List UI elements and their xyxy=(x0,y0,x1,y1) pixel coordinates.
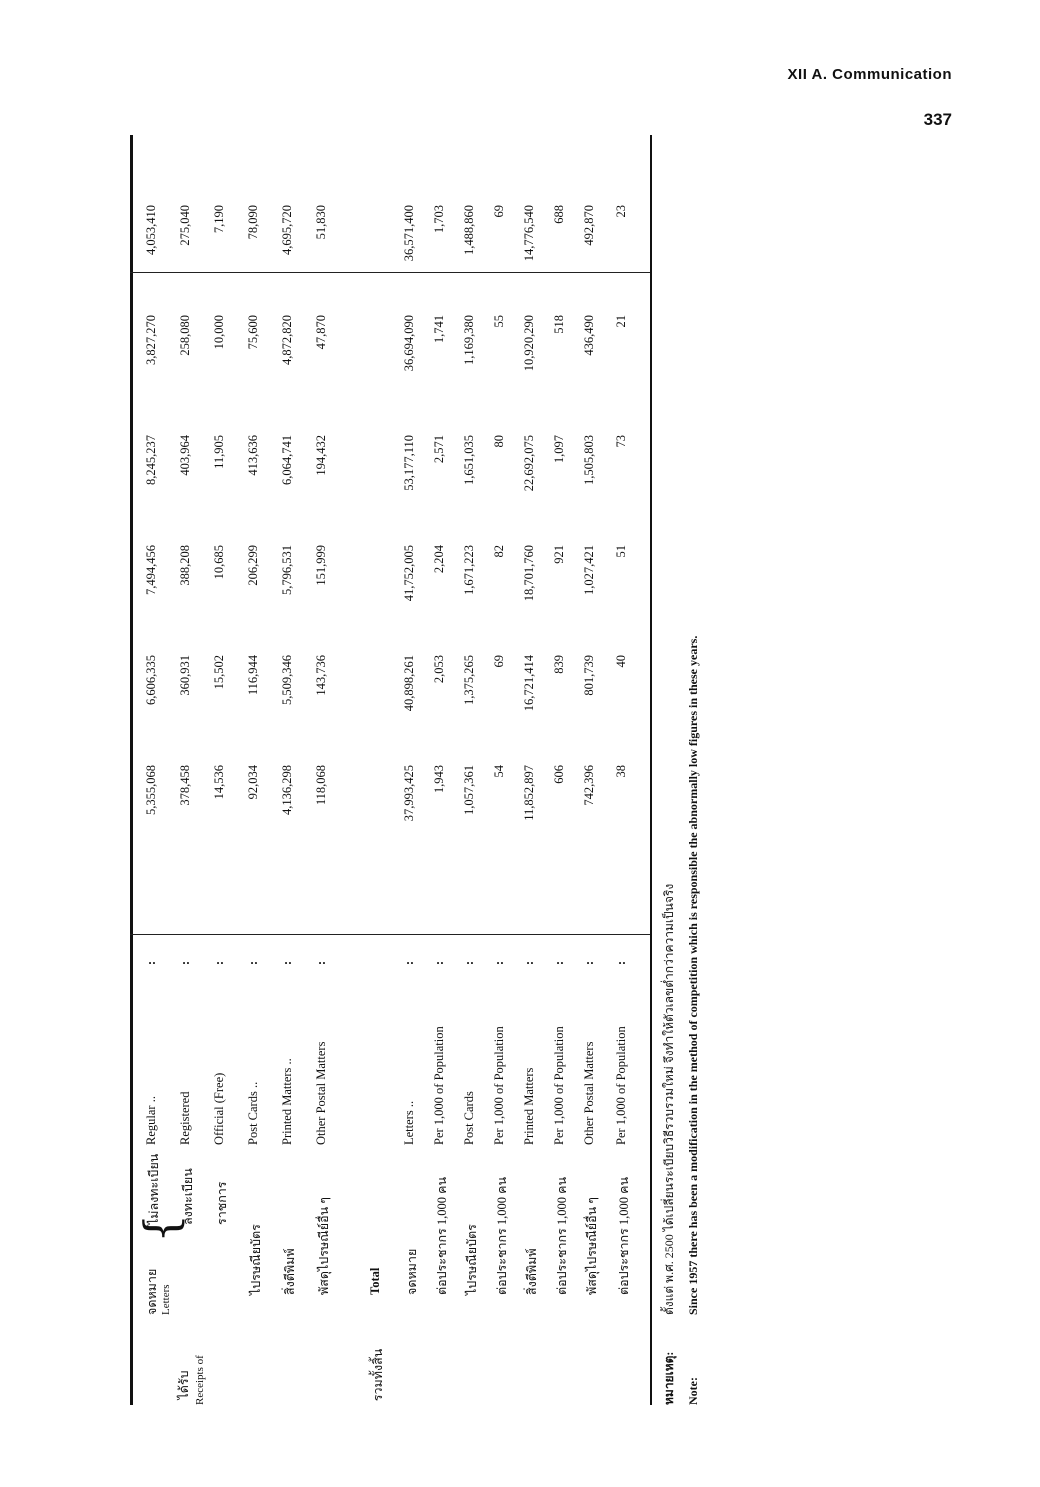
brace-icon: { xyxy=(134,1213,188,1243)
table-cell: 38 xyxy=(614,765,628,778)
table-cell: 40,898,261 xyxy=(402,655,416,712)
row-thai-label: สิ่งตีพิมพ์ xyxy=(283,1248,297,1295)
table-cell: 1,169,380 xyxy=(462,315,476,365)
table-cell: 55 xyxy=(492,315,506,328)
leader-dots: : xyxy=(280,960,294,965)
table-cell: 69 xyxy=(492,655,506,668)
row-thai-label: ลงทะเบียน xyxy=(181,1168,195,1225)
row-thai-label: ต่อประชากร 1,000 คน xyxy=(617,1176,631,1295)
table-top-rule xyxy=(130,135,133,1405)
page-number: 337 xyxy=(923,110,952,129)
row-label: Registered xyxy=(178,1091,192,1145)
table-cell: 10,000 xyxy=(212,315,226,350)
leader-dots: : xyxy=(614,960,628,965)
table-cell: 258,080 xyxy=(178,315,192,356)
table-cell: 492,870 xyxy=(582,205,596,246)
note-thai-text: ตั้งแต่ พ.ศ. 2500 ได้เปลี่ยนระเบียบวิธีรวบรวมใหม่ จึงทำให้ตัวเลขต่ำกว่าความเป็นจริง xyxy=(662,883,676,1315)
table-cell: 37,993,425 xyxy=(402,765,416,822)
table-cell: 388,208 xyxy=(178,545,192,586)
table-cell: 10,685 xyxy=(212,545,226,580)
row-label: Post Cards .. xyxy=(246,1081,260,1145)
leader-dots: : xyxy=(582,960,596,965)
row-thai-label: ไปรษณียบัตร xyxy=(465,1224,479,1295)
column-divider xyxy=(130,272,650,273)
row-thai-label: จดหมาย xyxy=(405,1248,419,1295)
table-cell: 116,944 xyxy=(246,655,260,696)
table-cell: 15,502 xyxy=(212,655,226,690)
row-label: Letters .. xyxy=(402,1100,416,1145)
row-label: Per 1,000 of Population xyxy=(492,1026,506,1145)
table-cell: 75,600 xyxy=(246,315,260,350)
table-cell: 2,571 xyxy=(432,435,446,464)
table-cell: 1,488,860 xyxy=(462,205,476,255)
table-cell: 360,931 xyxy=(178,655,192,696)
table-cell: 92,034 xyxy=(246,765,260,800)
table-cell: 80 xyxy=(492,435,506,448)
table-cell: 7,494,456 xyxy=(144,545,158,595)
table-cell: 1,703 xyxy=(432,205,446,234)
row-label: Other Postal Matters xyxy=(314,1041,328,1145)
row-thai-label: พัสดุไปรษณีย์อื่น ๆ xyxy=(585,1197,599,1295)
table-cell: 82 xyxy=(492,545,506,558)
table-cell: 143,736 xyxy=(314,655,328,696)
table-cell: 53,177,110 xyxy=(402,435,416,491)
row-thai-label: ไม่ลงทะเบียน xyxy=(147,1153,161,1225)
table-cell: 688 xyxy=(552,205,566,224)
brace-letters-english: Letters xyxy=(160,1284,172,1315)
table-cell: 606 xyxy=(552,765,566,784)
row-label: Printed Matters .. xyxy=(280,1058,294,1145)
table-cell: 5,509,346 xyxy=(280,655,294,705)
leader-dots: : xyxy=(432,960,446,965)
row-label: Official (Free) xyxy=(212,1072,226,1145)
leader-dots: : xyxy=(314,960,328,965)
table-cell: 7,190 xyxy=(212,205,226,234)
table-cell: 73 xyxy=(614,435,628,448)
table-cell: 21 xyxy=(614,315,628,328)
row-thai-label: ต่อประชากร 1,000 คน xyxy=(555,1176,569,1295)
table-cell: 8,245,237 xyxy=(144,435,158,485)
table-cell: 413,636 xyxy=(246,435,260,476)
table-cell: 36,571,400 xyxy=(402,205,416,262)
table-cell: 18,701,760 xyxy=(522,545,536,602)
leader-dots: : xyxy=(552,960,566,965)
row-thai-label: สิ่งตีพิมพ์ xyxy=(525,1248,539,1295)
table-cell: 275,040 xyxy=(178,205,192,246)
row-thai-label: ราชการ xyxy=(215,1181,229,1225)
table-cell: 4,695,720 xyxy=(280,205,294,255)
note-thai-label: หมายเหตุ: xyxy=(662,1351,676,1405)
table-cell: 47,870 xyxy=(314,315,328,350)
table-cell: 1,671,223 xyxy=(462,545,476,595)
table-cell: 118,068 xyxy=(314,765,328,806)
brace-letters-thai: จดหมาย xyxy=(145,1268,159,1315)
leader-dots: : xyxy=(144,960,158,965)
table-cell: 51,830 xyxy=(314,205,328,240)
table-cell: 78,090 xyxy=(246,205,260,240)
row-thai-label: พัสดุไปรษณีย์อื่น ๆ xyxy=(317,1197,331,1295)
table-cell: 11,905 xyxy=(212,435,226,469)
table-cell: 518 xyxy=(552,315,566,334)
note-english-label: Note: xyxy=(686,1377,700,1405)
row-thai-label: ต่อประชากร 1,000 คน xyxy=(495,1176,509,1295)
table-cell: 40 xyxy=(614,655,628,668)
table-cell: 1,651,035 xyxy=(462,435,476,485)
row-label: Per 1,000 of Population xyxy=(432,1026,446,1145)
table-cell: 801,739 xyxy=(582,655,596,696)
table-cell: 206,299 xyxy=(246,545,260,586)
table-cell: 10,920,290 xyxy=(522,315,536,372)
group-receipts-english: Receipts of xyxy=(194,1355,206,1405)
row-label: Printed Matters xyxy=(522,1067,536,1145)
table-cell: 1,943 xyxy=(432,765,446,794)
table-cell: 194,432 xyxy=(314,435,328,476)
table-cell: 1,097 xyxy=(552,435,566,464)
table-cell: 403,964 xyxy=(178,435,192,476)
running-header: XII A. Communication xyxy=(787,66,952,83)
table-cell: 69 xyxy=(492,205,506,218)
table-cell: 11,852,897 xyxy=(522,765,536,821)
table-cell: 6,064,741 xyxy=(280,435,294,485)
table-cell: 4,872,820 xyxy=(280,315,294,365)
table-cell: 436,490 xyxy=(582,315,596,356)
leader-dots: : xyxy=(492,960,506,965)
column-divider xyxy=(130,934,650,935)
table-cell: 16,721,414 xyxy=(522,655,536,712)
note-english-text: Since 1957 there has been a modification in the method of competition which is responsible the abnormally low figures in these years. xyxy=(686,635,700,1315)
table-cell: 22,692,075 xyxy=(522,435,536,492)
table-cell: 1,505,803 xyxy=(582,435,596,485)
total-heading: Total xyxy=(368,1267,382,1295)
table-cell: 378,458 xyxy=(178,765,192,806)
table-cell: 1,741 xyxy=(432,315,446,344)
table-cell: 2,204 xyxy=(432,545,446,574)
table-cell: 921 xyxy=(552,545,566,564)
table-cell: 5,796,531 xyxy=(280,545,294,595)
leader-dots: : xyxy=(246,960,260,965)
row-thai-label: ไปรษณียบัตร xyxy=(249,1224,263,1295)
leader-dots: : xyxy=(402,960,416,965)
table-cell: 14,536 xyxy=(212,765,226,800)
statistics-table xyxy=(130,135,700,1405)
row-thai-label: ต่อประชากร 1,000 คน xyxy=(435,1176,449,1295)
group-receipts-thai: ได้รับ xyxy=(177,1370,191,1400)
row-label: Regular .. xyxy=(144,1096,158,1145)
table-cell: 6,606,335 xyxy=(144,655,158,705)
table-bottom-rule xyxy=(650,135,652,1405)
row-label: Per 1,000 of Population xyxy=(552,1026,566,1145)
leader-dots: : xyxy=(178,960,192,965)
table-cell: 41,752,005 xyxy=(402,545,416,602)
table-cell: 14,776,540 xyxy=(522,205,536,262)
table-cell: 3,827,270 xyxy=(144,315,158,365)
table-cell: 742,396 xyxy=(582,765,596,806)
table-cell: 4,136,298 xyxy=(280,765,294,815)
table-cell: 23 xyxy=(614,205,628,218)
table-cell: 2,053 xyxy=(432,655,446,684)
table-cell: 1,057,361 xyxy=(462,765,476,815)
table-cell: 4,053,410 xyxy=(144,205,158,255)
table-cell: 1,375,265 xyxy=(462,655,476,705)
table-cell: 1,027,421 xyxy=(582,545,596,595)
row-label: Other Postal Matters xyxy=(582,1041,596,1145)
leader-dots: : xyxy=(522,960,536,965)
table-cell: 54 xyxy=(492,765,506,778)
group-total-thai: รวมทั้งสิ้น xyxy=(371,1348,385,1402)
leader-dots: : xyxy=(212,960,226,965)
table-cell: 51 xyxy=(614,545,628,558)
row-label: Post Cards xyxy=(462,1091,476,1145)
table-cell: 839 xyxy=(552,655,566,674)
leader-dots: : xyxy=(462,960,476,965)
table-cell: 36,694,090 xyxy=(402,315,416,372)
table-cell: 151,999 xyxy=(314,545,328,586)
table-cell: 5,355,068 xyxy=(144,765,158,815)
row-label: Per 1,000 of Population xyxy=(614,1026,628,1145)
